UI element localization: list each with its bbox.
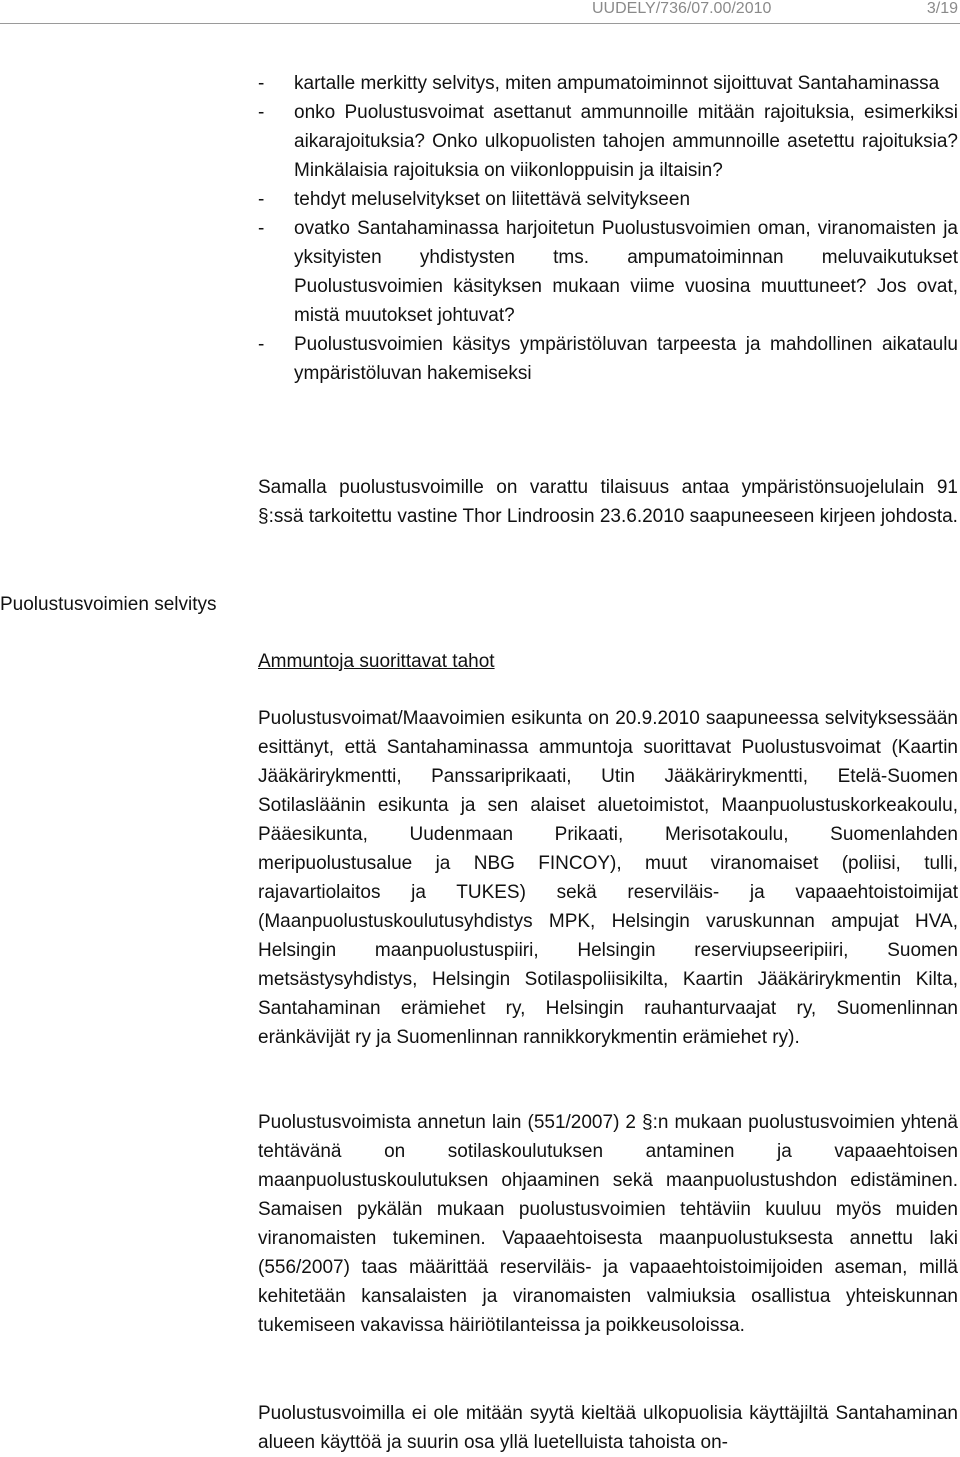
list-item — [258, 69, 958, 98]
document-reference: UUDELY/736/07.00/2010 — [592, 0, 772, 17]
intro-paragraph: Samalla puolustusvoimille on varattu tilaisuus antaa ympäristönsuojelulain 91 §:ssä tarkoitettu vastine Thor Lindroosin 23.6.2010 saapuneeseen kirjeen johdosta. — [258, 477, 958, 527]
page-number: 3/19 — [926, 0, 958, 17]
list-item — [258, 330, 958, 388]
request-list — [258, 69, 958, 388]
list-item-text: ovatko Santahaminassa harjoitetun Puolustusvoimien oman, viranomaisten ja yksityisten yhdistysten tms. ampumatoiminnan meluvaikutukset Puolustusvoimien käsityksen mukaan viime vuosina muuttuneet? Jos ovat, mistä muutokset johtuvat? — [294, 218, 958, 326]
list-item — [258, 185, 958, 214]
list-item-text: tehdyt meluselvitykset on liitettävä selvitykseen — [294, 189, 691, 210]
list-dash: - — [258, 102, 265, 123]
list-item-text: onko Puolustusvoimat asettanut ammunnoille mitään rajoituksia, esimerkiksi aikarajoituksia? Onko ulkopuolisten tahojen ammunnoille asetettu rajoituksia? Minkälaisia rajoituksia on viikonloppuisin ja iltaisin? — [294, 102, 958, 181]
list-item-text: Puolustusvoimien käsitys ympäristöluvan tarpeesta ja mahdollinen aikataulu ympäristöluvan hakemiseksi — [294, 334, 958, 384]
body-paragraph: Puolustusvoimista annetun lain (551/2007) 2 §:n mukaan puolustusvoimien yhtenä tehtävänä on sotilaskoulutuksen antaminen ja vapaaehtoisen maanpuolustuskoulutuksen ohjaaminen sekä maanpuolustushdon edistäminen. Samaisen pykälän mukaan puolustusvoimien tehtäviin kuuluu myös muiden viranomaisten tukeminen. Vapaaehtoisesta maanpuolustuksesta annettu laki (556/2007) taas määrittää reserviläis- ja vapaaehtoistoimijoiden aseman, millä kehitetään kansalaisten ja viranomaisten valmiuksia osallistua yhteiskunnan tukemiseen vakavissa häiriötilanteissa ja poikkeusoloissa. — [258, 1112, 958, 1336]
list-item — [258, 98, 958, 185]
page-header — [0, 0, 960, 24]
body-paragraph: Puolustusvoimilla ei ole mitään syytä kieltää ulkopuolisia käyttäjiltä Santahaminan alueen käyttöä ja suurin osa yllä luetelluista tahoista on- — [258, 1403, 958, 1453]
list-dash: - — [258, 189, 265, 210]
header-divider — [0, 23, 960, 24]
list-dash: - — [258, 73, 265, 94]
list-item — [258, 214, 958, 330]
body-paragraph: Puolustusvoimat/Maavoimien esikunta on 20.9.2010 saapuneessa selvityksessään esittänyt, että Santahaminassa ammuntoja suorittavat Puolustusvoimat (Kaartin Jääkärirykmentti, Panssariprikaati, Utin Jääkärirykmentti, Etelä-Suomen Sotilasläänin esikunta ja sen alaiset aluetoimistot, Maanpuolustuskorkeakoulu, Pääesikunta, Uudenmaan Prikaati, Merisotakoulu, Suomenlahden meripuolustusalue ja NBG FINCOY), muut viranomaiset (poliisi, tulli, rajavartiolaitos ja TUKES) sekä reserviläis- ja vapaaehtoistoimijat (Maanpuolustuskoulutusyhdistys MPK, Helsingin varuskunnan ampujat HVA, Helsingin maanpuolustuspiiri, Helsingin reserviupseeripiiri, Suomen metsästysyhdistys, Helsingin Sotilaspoliisikilta, Kaartin Jääkärirykmentin Kilta, Santahaminan erämiehet ry, Helsingin rauhanturvaajat ry, Suomenlinnan eränkävijät ry ja Suomenlinnan rannikkorykmentin erämiehet ry). — [258, 708, 958, 1048]
subheading: Ammuntoja suorittavat tahot — [258, 651, 495, 672]
section-label: Puolustusvoimien selvitys — [0, 594, 217, 615]
list-dash: - — [258, 334, 265, 355]
list-item-text: kartalle merkitty selvitys, miten ampumatoiminnot sijoittuvat Santahaminassa — [294, 73, 940, 94]
list-dash: - — [258, 218, 265, 239]
